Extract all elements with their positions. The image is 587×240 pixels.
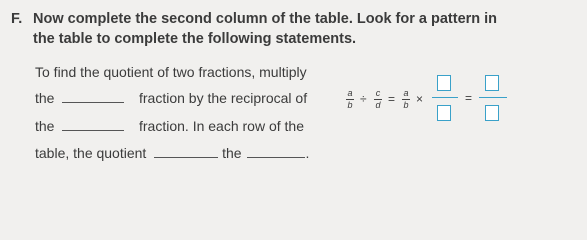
statement-text: To find the quotient of two fractions, multiply [35, 64, 307, 80]
denominator-input-box-1[interactable] [437, 105, 451, 121]
answer-blank-3[interactable] [154, 145, 218, 158]
statement-text: the [35, 90, 55, 106]
fraction-bar-1 [432, 97, 458, 98]
statement-line-3 [35, 117, 335, 135]
division-equation [346, 83, 561, 143]
equals-sign: = [388, 92, 396, 106]
answer-blank-1[interactable] [62, 90, 124, 103]
numerator-input-box-2[interactable] [485, 75, 499, 91]
equals-sign-2: = [465, 91, 473, 105]
exercise-header [11, 9, 497, 49]
instruction-line-1: Now complete the second column of the table. Look for a pattern in [33, 11, 498, 27]
statement-text: . [305, 145, 310, 161]
statement-text: table, the quotient [35, 145, 147, 161]
statement-line-2 [35, 89, 335, 107]
fraction-a-over-b: a b [347, 88, 353, 110]
answer-blank-4[interactable] [247, 145, 305, 158]
divide-sign: ÷ [360, 92, 367, 106]
statement-text: fraction by the reciprocal of [139, 90, 308, 106]
statement-text: the [222, 145, 242, 161]
denominator-input-box-2[interactable] [485, 105, 499, 121]
instruction-line-2: the table to complete the following statements. [33, 31, 357, 47]
fraction-bar-2 [479, 97, 507, 98]
statement-text: fraction. In each row of the [139, 118, 304, 134]
statement-text: the [35, 118, 55, 134]
statement-line-4 [35, 144, 309, 162]
fraction-c-over-d: c d [375, 88, 381, 110]
exercise-letter: F. [11, 11, 23, 27]
answer-blank-2[interactable] [62, 118, 124, 131]
times-sign: × [416, 92, 424, 106]
statement-line-1 [35, 63, 307, 81]
numerator-input-box-1[interactable] [437, 75, 451, 91]
fraction-a-over-b-repeat: a b [403, 88, 409, 110]
